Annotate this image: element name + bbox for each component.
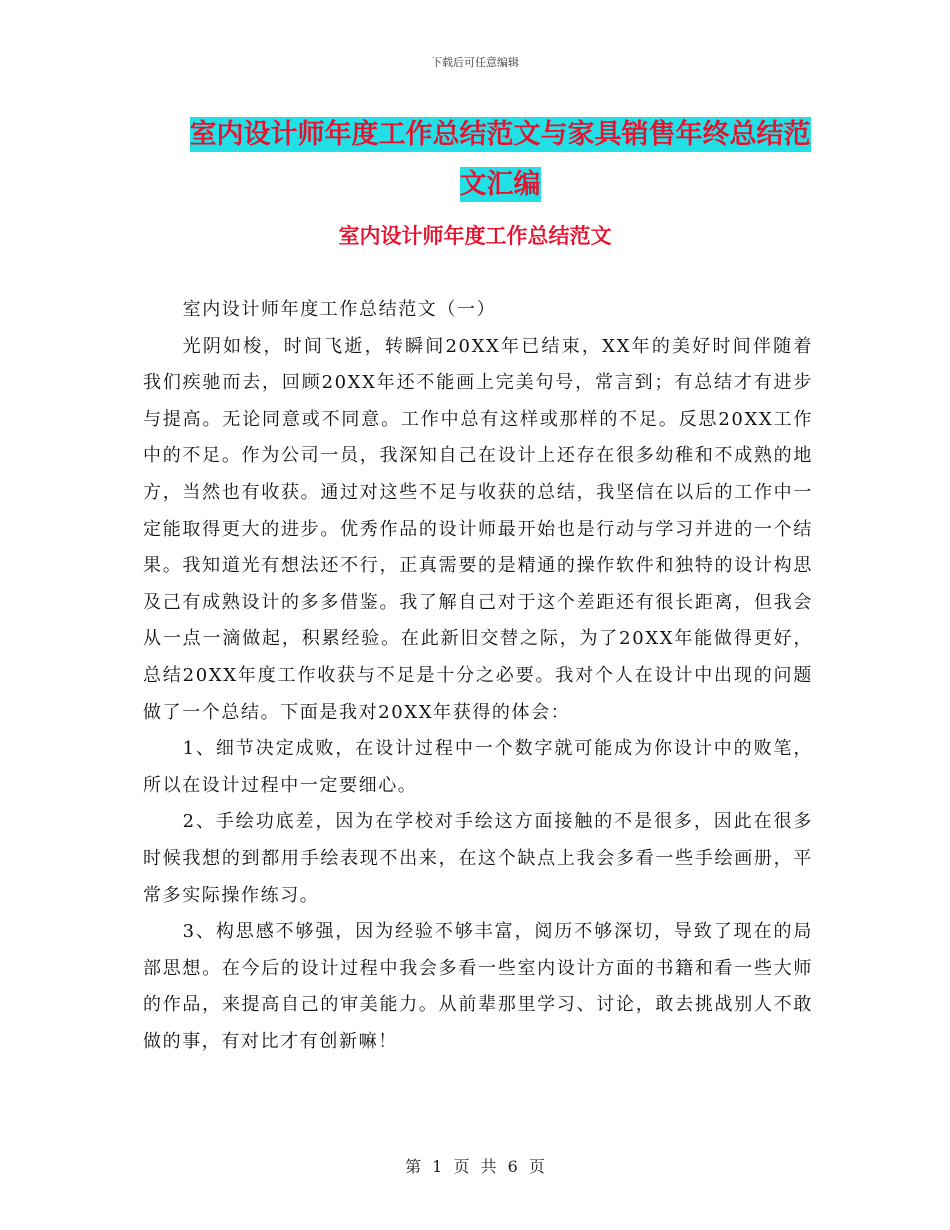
document-body [143, 292, 813, 1060]
document-title-line1: 室内设计师年度工作总结范文与家具销售年终总结范 [189, 119, 811, 150]
list-item: 3、构思感不够强，因为经验不够丰富，阅历不够深切，导致了现在的局部思想。在今后的设计过程中我会多看一些室内设计方面的书籍和看一些大师的作品，来提高自己的审美能力。从前辈那里学习、讨论，敢去挑战别人不敢做的事，有对比才有创新嘛！ [143, 921, 813, 1052]
paragraph: 光阴如梭，时间飞逝，转瞬间20XX年已结束，XX年的美好时间伴随着我们疾驰而去，回顾20XX年还不能画上完美句号，常言到；有总结才有进步与提高。无论同意或不同意。工作中总有这样或那样的不足。反思20XX工作中的不足。作为公司一员，我深知自己在设计上还存在很多幼稚和不成熟的地方，当然也有收获。通过对这些不足与收获的总结，我坚信在以后的工作中一定能取得更大的进步。优秀作品的设计师最开始也是行动与学习并进的一个结果。我知道光有想法还不行，正真需要的是精通的操作软件和独特的设计构思及己有成熟设计的多多借鉴。我了解自己对于这个差距还有很长距离，但我会从一点一滴做起，积累经验。在此新旧交替之际，为了20XX年能做得更好，总结20XX年度工作收获与不足是十分之必要。我对个人在设计中出现的问题做了一个总结。下面是我对20XX年获得的体会： [143, 335, 813, 723]
document-title [160, 110, 840, 210]
section-title: 室内设计师年度工作总结范文 [338, 224, 612, 248]
list-item: 1、细节决定成败，在设计过程中一个数字就可能成为你设计中的败笔，所以在设计过程中一定要细心。 [143, 738, 813, 796]
paragraph-subtitle: 室内设计师年度工作总结范文（一） [182, 299, 497, 320]
list-item: 2、手绘功底差，因为在学校对手绘这方面接触的不是很多，因此在很多时候我想的到都用手绘表现不出来，在这个缺点上我会多看一些手绘画册，平常多实际操作练习。 [143, 811, 813, 906]
page-footer: 第 1 页 共 6 页 [405, 1157, 545, 1176]
header-note: 下载后可任意编辑 [431, 56, 519, 69]
document-title-line2: 文汇编 [459, 169, 541, 200]
